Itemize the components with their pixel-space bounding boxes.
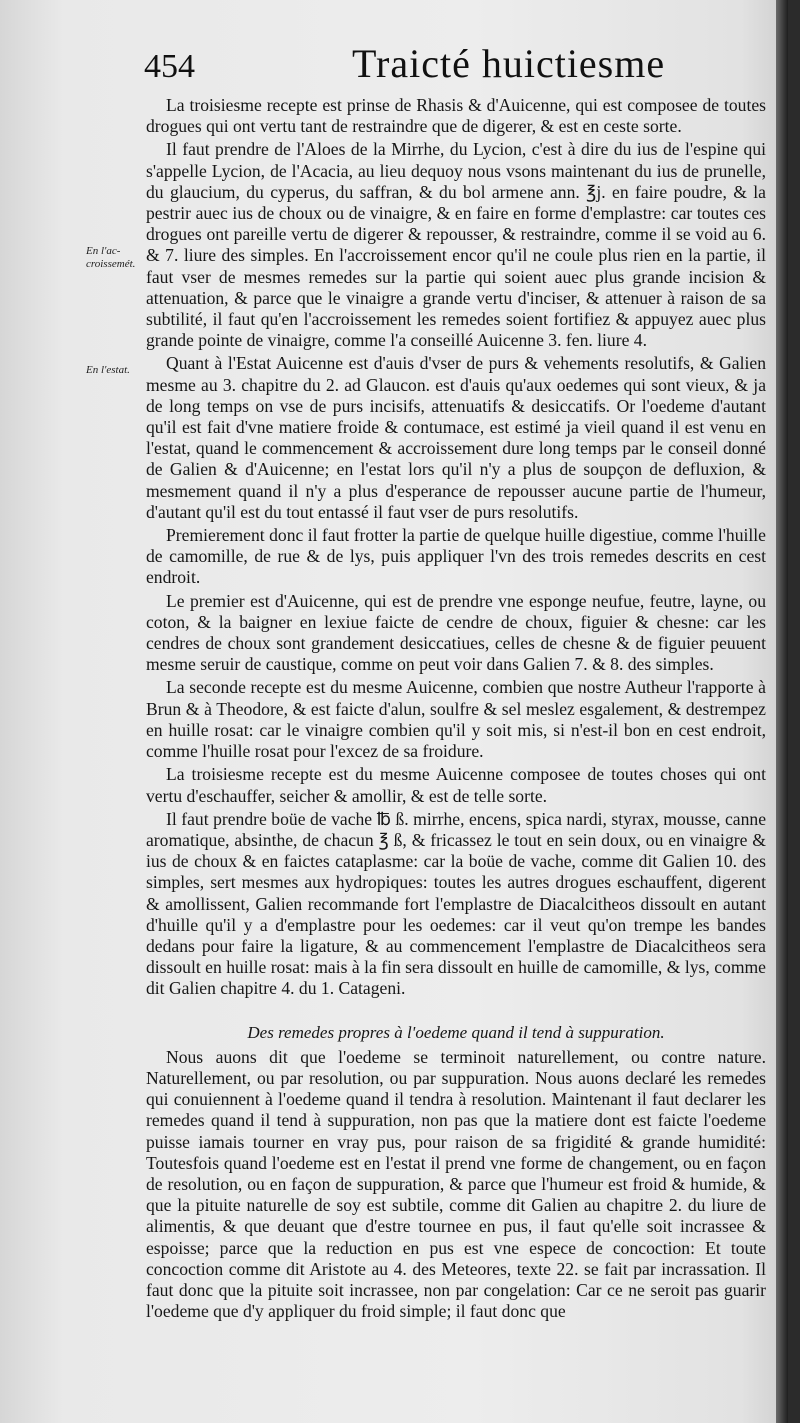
paragraph: La troisiesme recepte est du mesme Auicenne composee de toutes choses qui ont vertu d'eschauffer, seicher & amollir, & est de telle sorte. — [146, 764, 766, 806]
page-number: 454 — [144, 48, 195, 85]
page-header — [140, 40, 780, 90]
paragraph: Il faut prendre boüe de vache ℔ ß. mirrhe, encens, spica nardi, styrax, mousse, canne aromatique, absinthe, de chacun ℥ ß, & fricassez le tout en sein doux, ou en vinaigre & ius de choux & en faictes cataplasme: car la boüe de vache, comme dit Galien 10. des simples, sert mesmes aux hydropiques: toutes les autres drogues eschauffent, digerent & amollissent, Galien recommande fort l'emplastre de Diacalcitheos dissoult en autant d'huille qu'il y a d'emplastre pour les oedemes: car il veut qu'on trempe les bandes dedans pour faire la ligature, & au commencement l'emplastre de Diacalcitheos sera dissoult en huille rosat: mais à la fin sera dissoult en huille de camomille, & lys, comme dit Galien chapitre 4. du 1. Catageni. — [146, 808, 766, 999]
margin-note-accroissement: En l'ac-croissemét. — [86, 245, 136, 270]
book-gutter-shadow — [776, 0, 788, 1423]
running-title: Traicté huictiesme — [352, 41, 666, 86]
body-text — [146, 95, 766, 1324]
paragraph: Il faut prendre de l'Aloes de la Mirrhe, du Lycion, c'est à dire du ius de l'espine qui s'appelle Lycion, de l'Acacia, au lieu dequoy nous vsons maintenant du ius de prunelle, du glaucium, du cyperus, du saffran, & du bol armene ann. ℥j. en faire poudre, & la pestrir auec ius de choux ou de vinaigre, & en faire en forme d'emplastre: car toutes ces drogues ont pareille vertu de digerer & repousser, & restraindre, comme il se void au 6. & 7. liure des simples. En l'accroissement encor qu'il ne coule plus rien en la partie, il faut vser de mesmes remedes sur la partie qui soient auec plus grande incision & attenuation, & parce que le vinaigre a grande vertu d'inciser, & attenuer à raison de sa subtilité, il faut qu'en l'accroissement les remedes soient fortifiez & appuyez auec plus grande pointe de vinaigre, comme l'a conseillé Auicenne 3. fen. liure 4. — [146, 139, 766, 351]
paragraph: Nous auons dit que l'oedeme se terminoit naturellement, ou contre nature. Naturellement, ou par resolution, ou par suppuration. Nous auons declaré les remedes qui conuiennent à l'oedeme quand il tendra à resolution. Maintenant il faut declarer les remedes quand il tend à suppuration, non pas que la matiere dont est faicte l'oedeme puisse iamais tourner en vray pus, pour raison de sa frigidité & grande humidité: Toutesfois quand l'oedeme est en l'estat il prend vne forme de changement, ou en façon de resolution, ou en façon de suppuration, & parce que l'humeur est froid & humide, & que la pituite naturelle de soy est subtile, comme dit Galien au chapitre 2. du liure de alimentis, & que deuant que d'estre tournee en pus, il faut qu'elle soit incrassee & espoisse; parce que la reduction en pus est vne espece de concoction: Et toute concoction comme dit Aristote au 4. des Meteores, texte 22. se fait par incrassation. Il faut donc que la pituite soit incrassee, non par congelation: Car ce ne seroit pas guarir l'oedeme que d'y appliquer du froid simple; il faut donc que — [146, 1046, 766, 1322]
paragraph: Premierement donc il faut frotter la partie de quelque huille digestiue, comme l'huille de camomille, de rue & de lys, puis appliquer l'vn des trois remedes descrits en cest endroit. — [146, 525, 766, 588]
section-heading: Des remedes propres à l'oedeme quand il tend à suppuration. — [247, 1022, 665, 1042]
margin-note-estat: En l'estat. — [86, 364, 130, 376]
paragraph: La seconde recepte est du mesme Auicenne, combien que nostre Autheur l'rapporte à Brun & à Theodore, & est faicte d'alun, soulfre & sel meslez esgalement, & destrempez en huille rosat: car le vinaigre combien qu'il y soit mis, si n'est-il bon en cest endroit, comme l'huille rosat pour l'excez de sa froidure. — [146, 677, 766, 762]
paragraph: La troisiesme recepte est prinse de Rhasis & d'Auicenne, qui est composee de toutes drogues qui ont vertu tant de restraindre que de digerer, & est en ceste sorte. — [146, 95, 766, 137]
paragraph: Le premier est d'Auicenne, qui est de prendre vne esponge neufue, feutre, layne, ou coton, & la baigner en lexiue faicte de cendre de choux, figuier & chesne: car les cendres de choux sont grandement desiccatiues, celles de chesne & de figuier peuuent mesme seruir de caustique, comme on peut voir dans Galien 7. & 8. des simples. — [146, 590, 766, 675]
paragraph: Quant à l'Estat Auicenne est d'auis d'vser de purs & vehements resolutifs, & Galien mesme au 3. chapitre du 2. ad Glaucon. est d'auis qu'aux oedemes qui sont vieux, & ja de long temps on vse de purs incisifs, attenuatifs & desiccatifs. Or l'oedeme d'autant qu'il est fait d'vne matiere froide & contumace, est estimé ja vieil quand il est venu en l'estat, quand le commencement & accroissement dure long temps par le conseil donné de Galien & d'Auicenne; en l'estat lors qu'il n'y a plus de soupçon de defluxion, & mesmement quand il n'y a plus d'esperance de repousser aucune partie de l'humeur, d'autant qu'il est du tout entassé il faut vser de purs resolutifs. — [146, 353, 766, 522]
